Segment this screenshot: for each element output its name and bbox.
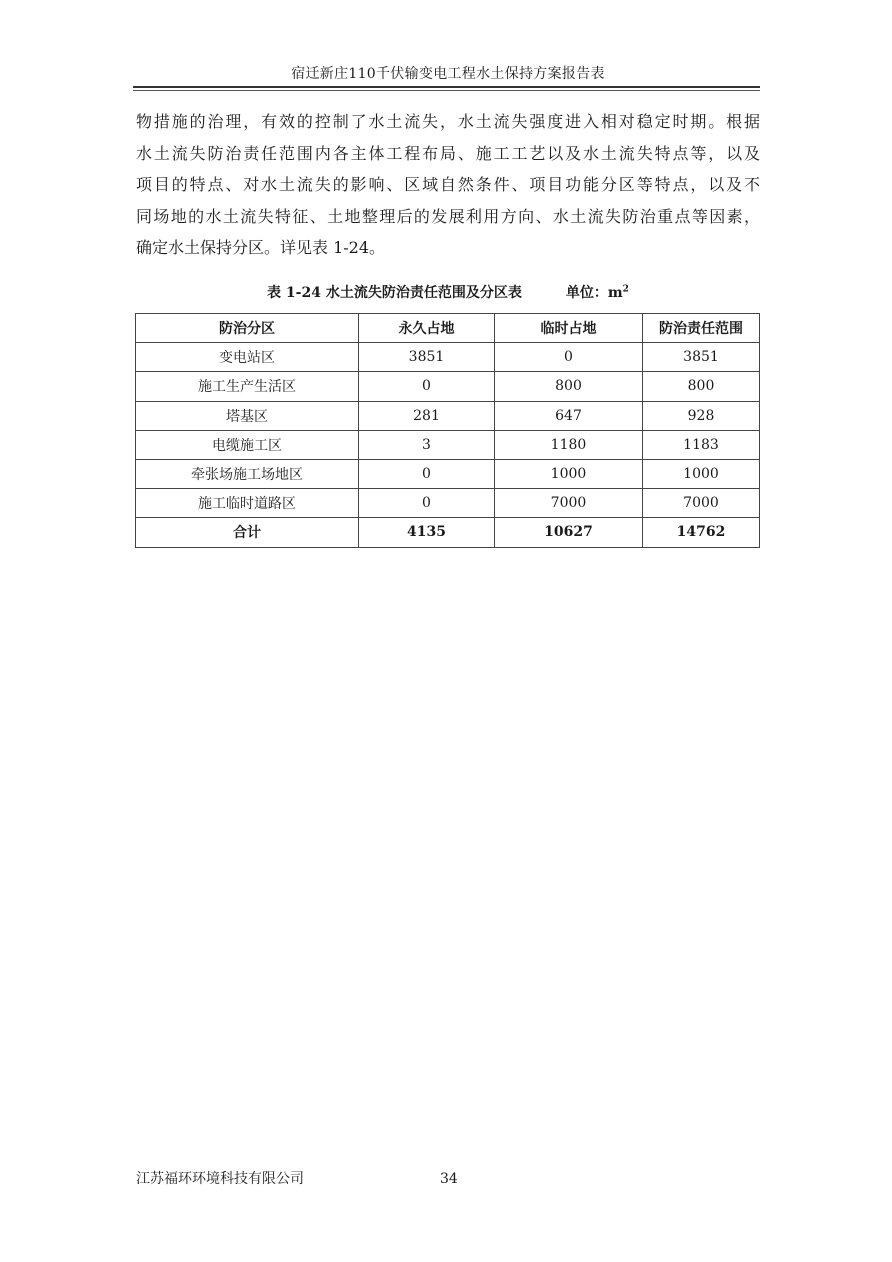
table-row [136, 401, 760, 430]
table-caption [136, 283, 760, 303]
table-cell: 电缆施工区 [136, 430, 359, 459]
page-number: 34 [440, 1171, 458, 1187]
responsibility-zone-table [135, 313, 760, 548]
total-permanent-cell: 4135 [359, 518, 495, 547]
footer-company-name: 江苏福环环境科技有限公司 [136, 1171, 304, 1187]
table-cell: 0 [359, 459, 495, 488]
table-cell: 7000 [495, 489, 643, 518]
table-cell: 施工生产生活区 [136, 372, 359, 401]
table-cell: 647 [495, 401, 643, 430]
table-cell: 3851 [643, 343, 760, 372]
column-header-temporary: 临时占地 [495, 314, 643, 343]
table-total-row [136, 518, 760, 547]
table-row [136, 430, 760, 459]
table-cell: 800 [495, 372, 643, 401]
table-row [136, 343, 760, 372]
table-cell: 0 [495, 343, 643, 372]
table-header-row [136, 314, 760, 343]
table-cell: 3 [359, 430, 495, 459]
table-cell: 0 [359, 489, 495, 518]
table-cell: 3851 [359, 343, 495, 372]
column-header-responsibility: 防治责任范围 [643, 314, 760, 343]
table-row [136, 489, 760, 518]
table-cell: 7000 [643, 489, 760, 518]
table-cell: 281 [359, 401, 495, 430]
column-header-zone: 防治分区 [136, 314, 359, 343]
table-unit-label [566, 285, 629, 301]
header-divider [133, 86, 760, 88]
paragraph-line: 确定水土保持分区。详见表 1-24。 [136, 238, 386, 257]
header-divider-thin [133, 90, 760, 91]
table-cell: 1180 [495, 430, 643, 459]
table-cell: 1000 [495, 459, 643, 488]
body-paragraph [136, 106, 760, 264]
table-cell: 1183 [643, 430, 760, 459]
paragraph-line: 项目的特点、对水土流失的影响、区域自然条件、项目功能分区等特点，以及不 [136, 175, 760, 194]
total-label-cell: 合计 [136, 518, 359, 547]
total-temporary-cell: 10627 [495, 518, 643, 547]
total-responsibility-cell: 14762 [643, 518, 760, 547]
paragraph-line: 物措施的治理，有效的控制了水土流失，水土流失强度进入相对稳定时期。根据 [136, 112, 760, 131]
table-cell: 施工临时道路区 [136, 489, 359, 518]
table-cell: 塔基区 [136, 401, 359, 430]
table-cell: 变电站区 [136, 343, 359, 372]
table-cell: 800 [643, 372, 760, 401]
table-row [136, 459, 760, 488]
table-cell: 1000 [643, 459, 760, 488]
unit-text: 单位：m [565, 285, 623, 301]
column-header-permanent: 永久占地 [359, 314, 495, 343]
unit-superscript: 2 [622, 284, 629, 295]
table-row [136, 372, 760, 401]
page-header-title: 宿迁新庄110千伏输变电工程水土保持方案报告表 [291, 66, 605, 82]
paragraph-line: 水土流失防治责任范围内各主体工程布局、施工工艺以及水土流失特点等，以及 [136, 143, 760, 163]
paragraph-line: 同场地的水土流失特征、土地整理后的发展利用方向、水土流失防治重点等因素， [136, 206, 760, 226]
table-cell: 928 [643, 401, 760, 430]
table-caption-title: 表 1-24 水土流失防治责任范围及分区表 [267, 285, 522, 301]
table-cell: 0 [359, 372, 495, 401]
table-cell: 牵张场施工场地区 [136, 459, 359, 488]
